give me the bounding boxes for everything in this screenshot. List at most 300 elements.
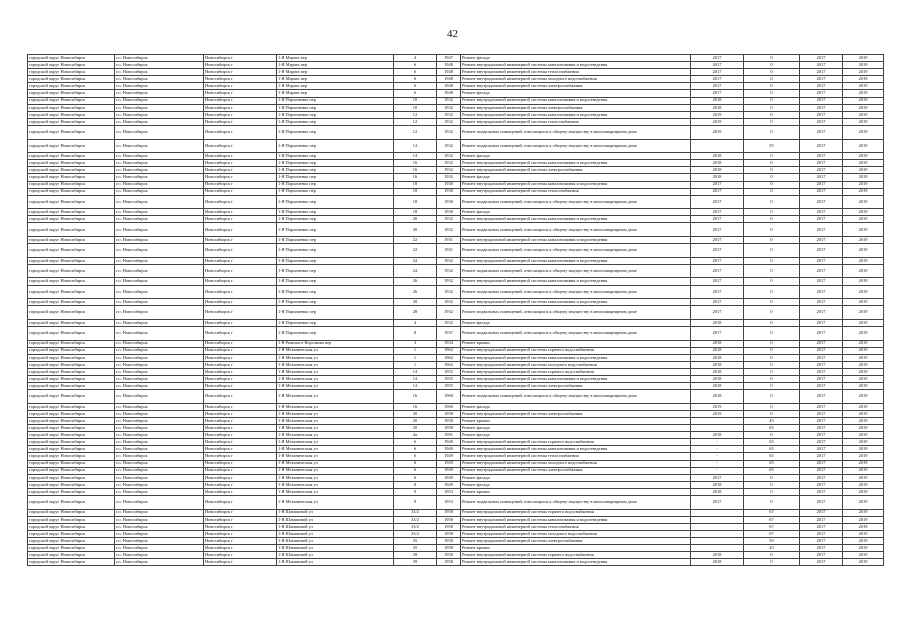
period-end-cell: 2019 <box>843 559 884 566</box>
period-start-cell: 2017 <box>800 326 843 340</box>
municipality-cell: г.о. Новосибирск <box>115 474 204 481</box>
district-cell: городской округ Новосибирск <box>28 125 115 139</box>
period-start-cell: 2017 <box>800 425 843 432</box>
district-cell: городской округ Новосибирск <box>28 257 115 264</box>
municipality-cell: г.о. Новосибирск <box>115 516 204 523</box>
period-start-cell: 2017 <box>800 153 843 160</box>
period-end-cell: 2019 <box>843 76 884 83</box>
period-end-cell: 2019 <box>843 257 884 264</box>
table-row <box>28 460 884 467</box>
house-cell: 14 <box>394 153 437 160</box>
work-type-cell: Ремонт фасада <box>461 319 691 326</box>
table-row <box>28 368 884 375</box>
plan-year-cell: 2017 <box>691 181 744 188</box>
district-cell: городской округ Новосибирск <box>28 264 115 278</box>
table-row <box>28 285 884 299</box>
period-end-cell: 2019 <box>843 160 884 167</box>
table-row <box>28 299 884 306</box>
period-end-cell: 2019 <box>843 495 884 509</box>
work-type-cell: Ремонт подвальных помещений, относящихся к общему имуществу в многоквартирном доме <box>461 306 691 320</box>
house-cell: 24 <box>394 257 437 264</box>
house-cell: 20 <box>394 425 437 432</box>
district-cell: городской округ Новосибирск <box>28 347 115 354</box>
period-start-cell: 2017 <box>800 432 843 439</box>
district-cell: городской округ Новосибирск <box>28 375 115 382</box>
value-cell: 0 <box>744 223 800 237</box>
plan-year-cell: 2018 <box>691 361 744 368</box>
municipality-cell: г.о. Новосибирск <box>115 167 204 174</box>
plan-year-cell: - <box>691 460 744 467</box>
period-start-cell: 2017 <box>800 244 843 258</box>
municipality-cell: г.о. Новосибирск <box>115 467 204 474</box>
work-type-cell: Ремонт внутридомовой инженерной системы горячего водоснабжения <box>461 368 691 375</box>
street-cell: 1-Я Механическая ул <box>277 474 394 481</box>
city-cell: Новосибирск г <box>204 453 277 460</box>
value-cell: 67 <box>744 509 800 516</box>
district-cell: городской округ Новосибирск <box>28 285 115 299</box>
value-cell: 0 <box>744 432 800 439</box>
period-end-cell: 2019 <box>843 223 884 237</box>
value-cell: 0 <box>744 390 800 404</box>
city-cell: Новосибирск г <box>204 237 277 244</box>
period-start-cell: 2017 <box>800 104 843 111</box>
city-cell: Новосибирск г <box>204 509 277 516</box>
district-cell: городской округ Новосибирск <box>28 326 115 340</box>
value-cell: 0 <box>744 83 800 90</box>
city-cell: Новосибирск г <box>204 467 277 474</box>
house-cell: 9 <box>394 495 437 509</box>
municipality-cell: г.о. Новосибирск <box>115 153 204 160</box>
period-start-cell: 2017 <box>800 118 843 125</box>
work-type-cell: Ремонт внутридомовой инженерной системы теплоснабжения <box>461 188 691 195</box>
year-built-cell: 1958 <box>437 552 461 559</box>
period-start-cell: 2017 <box>800 481 843 488</box>
period-start-cell: 2017 <box>800 495 843 509</box>
period-start-cell: 2017 <box>800 97 843 104</box>
plan-year-cell: 2017 <box>691 244 744 258</box>
plan-year-cell: 2018 <box>691 340 744 347</box>
house-cell: 6 <box>394 69 437 76</box>
period-start-cell: 2017 <box>800 237 843 244</box>
house-cell: 39 <box>394 552 437 559</box>
street-cell: 1-Я Шамшиной ул <box>277 552 394 559</box>
work-type-cell: Ремонт фасада <box>461 90 691 97</box>
value-cell: 45 <box>744 545 800 552</box>
period-start-cell: 2017 <box>800 160 843 167</box>
street-cell: 1-Я Пархоменко пер <box>277 319 394 326</box>
plan-year-cell: 2017 <box>691 188 744 195</box>
street-cell: 1-Я Пархоменко пер <box>277 237 394 244</box>
house-cell: 20 <box>394 417 437 424</box>
table-row <box>28 69 884 76</box>
value-cell: 0 <box>744 237 800 244</box>
plan-year-cell: 2017 <box>691 76 744 83</box>
table-row <box>28 306 884 320</box>
period-end-cell: 2019 <box>843 552 884 559</box>
plan-year-cell: 2017 <box>691 216 744 223</box>
municipality-cell: г.о. Новосибирск <box>115 552 204 559</box>
municipality-cell: г.о. Новосибирск <box>115 368 204 375</box>
city-cell: Новосибирск г <box>204 299 277 306</box>
city-cell: Новосибирск г <box>204 326 277 340</box>
value-cell: 0 <box>744 340 800 347</box>
work-type-cell: Ремонт внутридомовой инженерной системы канализования и водоотведения <box>461 446 691 453</box>
period-start-cell: 2017 <box>800 530 843 537</box>
period-end-cell: 2019 <box>843 453 884 460</box>
period-end-cell: 2019 <box>843 439 884 446</box>
table-row <box>28 481 884 488</box>
year-built-cell: 1958 <box>437 516 461 523</box>
plan-year-cell: 2018 <box>691 552 744 559</box>
city-cell: Новосибирск г <box>204 340 277 347</box>
table-row <box>28 403 884 410</box>
year-built-cell: 1932 <box>437 153 461 160</box>
period-end-cell: 2019 <box>843 195 884 209</box>
plan-year-cell: 2017 <box>691 495 744 509</box>
work-type-cell: Ремонт фасада <box>461 481 691 488</box>
district-cell: городской округ Новосибирск <box>28 361 115 368</box>
house-cell: 20 <box>394 410 437 417</box>
plan-year-cell: 2017 <box>691 83 744 90</box>
city-cell: Новосибирск г <box>204 104 277 111</box>
value-cell: 67 <box>744 523 800 530</box>
house-cell: 6 <box>394 62 437 69</box>
value-cell: 0 <box>744 153 800 160</box>
value-cell: 0 <box>744 111 800 118</box>
district-cell: городской округ Новосибирск <box>28 488 115 495</box>
district-cell: городской округ Новосибирск <box>28 76 115 83</box>
house-cell: 20 <box>394 223 437 237</box>
district-cell: городской округ Новосибирск <box>28 244 115 258</box>
street-cell: 1-Я Пархоменко пер <box>277 139 394 153</box>
house-cell: 26 <box>394 285 437 299</box>
work-type-cell: Ремонт подвальных помещений, относящихся к общему имуществу в многоквартирном доме <box>461 326 691 340</box>
period-end-cell: 2019 <box>843 299 884 306</box>
year-built-cell: 1932 <box>437 118 461 125</box>
table-row <box>28 467 884 474</box>
period-start-cell: 2017 <box>800 417 843 424</box>
street-cell: 1-Я Механическая ул <box>277 432 394 439</box>
table-row <box>28 83 884 90</box>
municipality-cell: г.о. Новосибирск <box>115 278 204 285</box>
table-row <box>28 319 884 326</box>
house-cell: 14 <box>394 368 437 375</box>
year-built-cell: 1958 <box>437 523 461 530</box>
city-cell: Новосибирск г <box>204 278 277 285</box>
year-built-cell: 1932 <box>437 223 461 237</box>
city-cell: Новосибирск г <box>204 425 277 432</box>
period-end-cell: 2019 <box>843 62 884 69</box>
period-start-cell: 2017 <box>800 559 843 566</box>
municipality-cell: г.о. Новосибирск <box>115 453 204 460</box>
street-cell: 1-Я Пархоменко пер <box>277 181 394 188</box>
period-start-cell: 2017 <box>800 90 843 97</box>
city-cell: Новосибирск г <box>204 383 277 390</box>
municipality-cell: г.о. Новосибирск <box>115 403 204 410</box>
period-end-cell: 2019 <box>843 139 884 153</box>
value-cell: 0 <box>744 368 800 375</box>
house-cell: 6 <box>394 439 437 446</box>
plan-year-cell: 2018 <box>691 383 744 390</box>
period-start-cell: 2017 <box>800 264 843 278</box>
plan-year-cell: 2017 <box>691 278 744 285</box>
house-cell: 10 <box>394 97 437 104</box>
municipality-cell: г.о. Новосибирск <box>115 326 204 340</box>
year-built-cell: 1949 <box>437 453 461 460</box>
house-cell: 1 <box>394 361 437 368</box>
municipality-cell: г.о. Новосибирск <box>115 559 204 566</box>
street-cell: 1-Я Пархоменко пер <box>277 264 394 278</box>
plan-year-cell: 2018 <box>691 390 744 404</box>
value-cell: 67 <box>744 530 800 537</box>
period-end-cell: 2019 <box>843 90 884 97</box>
year-built-cell: 1948 <box>437 83 461 90</box>
street-cell: 1-Я Пархоменко пер <box>277 195 394 209</box>
plan-year-cell <box>691 537 744 544</box>
city-cell: Новосибирск г <box>204 523 277 530</box>
table-row <box>28 340 884 347</box>
value-cell: 0 <box>744 495 800 509</box>
period-start-cell: 2017 <box>800 340 843 347</box>
street-cell: 1-Я Пархоменко пер <box>277 188 394 195</box>
work-type-cell: Ремонт внутридомовой инженерной системы канализования и водоотведения <box>461 354 691 361</box>
work-type-cell: Ремонт крыши <box>461 417 691 424</box>
district-cell: городской округ Новосибирск <box>28 446 115 453</box>
table-row <box>28 216 884 223</box>
street-cell: 1-Я Пархоменко пер <box>277 160 394 167</box>
house-cell: 18 <box>394 195 437 209</box>
year-built-cell: 1960 <box>437 390 461 404</box>
municipality-cell: г.о. Новосибирск <box>115 319 204 326</box>
municipality-cell: г.о. Новосибирск <box>115 509 204 516</box>
period-end-cell: 2019 <box>843 174 884 181</box>
city-cell: Новосибирск г <box>204 97 277 104</box>
work-type-cell: Ремонт подвальных помещений, относящихся к общему имуществу в многоквартирном доме <box>461 390 691 404</box>
work-type-cell: Ремонт подвальных помещений, относящихся к общему имуществу в многоквартирном доме <box>461 125 691 139</box>
district-cell: городской округ Новосибирск <box>28 118 115 125</box>
street-cell: 1-Я Пархоменко пер <box>277 104 394 111</box>
street-cell: 1-Я Марата пер <box>277 90 394 97</box>
period-start-cell: 2017 <box>800 410 843 417</box>
year-built-cell: 1958 <box>437 559 461 566</box>
value-cell: 0 <box>744 118 800 125</box>
year-built-cell: 1932 <box>437 97 461 104</box>
work-type-cell: Ремонт внутридомовой инженерной системы электроснабжения <box>461 383 691 390</box>
period-start-cell: 2017 <box>800 257 843 264</box>
period-end-cell: 2019 <box>843 383 884 390</box>
house-cell: 4 <box>394 55 437 62</box>
plan-year-cell: 2017 <box>691 326 744 340</box>
work-type-cell: Ремонт фасада <box>461 474 691 481</box>
value-cell: 0 <box>744 474 800 481</box>
house-cell: 6 <box>394 467 437 474</box>
work-type-cell: Ремонт внутридомовой инженерной системы канализования и водоотведения <box>461 375 691 382</box>
street-cell: 1-Я Пархоменко пер <box>277 244 394 258</box>
municipality-cell: г.о. Новосибирск <box>115 264 204 278</box>
work-type-cell: Ремонт внутридомовой инженерной системы горячего водоснабжения <box>461 552 691 559</box>
work-type-cell: Ремонт внутридомовой инженерной системы канализования и водоотведения <box>461 516 691 523</box>
municipality-cell: г.о. Новосибирск <box>115 383 204 390</box>
value-cell: 0 <box>744 488 800 495</box>
value-cell: 0 <box>744 299 800 306</box>
table-row <box>28 118 884 125</box>
work-type-cell: Ремонт внутридомовой инженерной системы горячего водоснабжения <box>461 509 691 516</box>
municipality-cell: г.о. Новосибирск <box>115 188 204 195</box>
city-cell: Новосибирск г <box>204 195 277 209</box>
city-cell: Новосибирск г <box>204 125 277 139</box>
work-type-cell: Ремонт внутридомовой инженерной системы канализования и водоотведения <box>461 559 691 566</box>
year-built-cell: 1932 <box>437 160 461 167</box>
house-cell: 6 <box>394 474 437 481</box>
period-start-cell: 2017 <box>800 278 843 285</box>
period-end-cell: 2019 <box>843 432 884 439</box>
house-cell: 12 <box>394 125 437 139</box>
period-start-cell: 2017 <box>800 537 843 544</box>
city-cell: Новосибирск г <box>204 559 277 566</box>
house-cell: 18 <box>394 188 437 195</box>
house-cell: 6 <box>394 446 437 453</box>
district-cell: городской округ Новосибирск <box>28 216 115 223</box>
municipality-cell: г.о. Новосибирск <box>115 104 204 111</box>
street-cell: 1-Я Пархоменко пер <box>277 209 394 216</box>
period-start-cell: 2017 <box>800 188 843 195</box>
city-cell: Новосибирск г <box>204 188 277 195</box>
city-cell: Новосибирск г <box>204 460 277 467</box>
period-start-cell: 2017 <box>800 403 843 410</box>
table-row <box>28 509 884 516</box>
plan-year-cell: 2018 <box>691 559 744 566</box>
work-type-cell: Ремонт внутридомовой инженерной системы канализования и водоотведения <box>461 181 691 188</box>
plan-year-cell: 2017 <box>691 69 744 76</box>
district-cell: городской округ Новосибирск <box>28 354 115 361</box>
street-cell: 1-Я Шамшиной ул <box>277 516 394 523</box>
value-cell: 0 <box>744 125 800 139</box>
house-cell: 33/2 <box>394 516 437 523</box>
work-type-cell: Ремонт фасада <box>461 425 691 432</box>
period-start-cell: 2017 <box>800 383 843 390</box>
district-cell: городской округ Новосибирск <box>28 559 115 566</box>
plan-year-cell <box>691 545 744 552</box>
year-built-cell: 1930 <box>437 181 461 188</box>
year-built-cell: 1948 <box>437 69 461 76</box>
period-start-cell: 2017 <box>800 368 843 375</box>
street-cell: 1-Я Механическая ул <box>277 453 394 460</box>
street-cell: 1-Я Механическая ул <box>277 354 394 361</box>
district-cell: городской округ Новосибирск <box>28 97 115 104</box>
table-row <box>28 537 884 544</box>
period-start-cell: 2017 <box>800 488 843 495</box>
work-type-cell: Ремонт фасада <box>461 174 691 181</box>
city-cell: Новосибирск г <box>204 216 277 223</box>
street-cell: 1-Я Пархоменко пер <box>277 257 394 264</box>
street-cell: 1-Я Механическая ул <box>277 410 394 417</box>
year-built-cell: 1930 <box>437 188 461 195</box>
year-built-cell: 1962 <box>437 354 461 361</box>
house-cell: 33/2 <box>394 523 437 530</box>
period-end-cell: 2019 <box>843 467 884 474</box>
table-row <box>28 390 884 404</box>
table-row <box>28 375 884 382</box>
municipality-cell: г.о. Новосибирск <box>115 299 204 306</box>
period-end-cell: 2019 <box>843 188 884 195</box>
period-end-cell: 2019 <box>843 523 884 530</box>
municipality-cell: г.о. Новосибирск <box>115 545 204 552</box>
municipality-cell: г.о. Новосибирск <box>115 354 204 361</box>
house-cell: 8 <box>394 326 437 340</box>
period-end-cell: 2019 <box>843 306 884 320</box>
table-row <box>28 523 884 530</box>
district-cell: городской округ Новосибирск <box>28 523 115 530</box>
period-end-cell: 2019 <box>843 460 884 467</box>
street-cell: 1-Я Пархоменко пер <box>277 125 394 139</box>
period-start-cell: 2017 <box>800 125 843 139</box>
city-cell: Новосибирск г <box>204 390 277 404</box>
city-cell: Новосибирск г <box>204 139 277 153</box>
municipality-cell: г.о. Новосибирск <box>115 530 204 537</box>
period-end-cell: 2019 <box>843 216 884 223</box>
district-cell: городской округ Новосибирск <box>28 69 115 76</box>
municipality-cell: г.о. Новосибирск <box>115 55 204 62</box>
year-built-cell: 1932 <box>437 111 461 118</box>
municipality-cell: г.о. Новосибирск <box>115 181 204 188</box>
district-cell: городской округ Новосибирск <box>28 340 115 347</box>
city-cell: Новосибирск г <box>204 446 277 453</box>
street-cell: 1-Я Пархоменко пер <box>277 278 394 285</box>
work-type-cell: Ремонт внутридомовой инженерной системы теплоснабжения <box>461 118 691 125</box>
city-cell: Новосибирск г <box>204 160 277 167</box>
period-start-cell: 2017 <box>800 62 843 69</box>
district-cell: городской округ Новосибирск <box>28 417 115 424</box>
plan-year-cell: 2018 <box>691 375 744 382</box>
city-cell: Новосибирск г <box>204 90 277 97</box>
street-cell: 1-Я Марата пер <box>277 76 394 83</box>
street-cell: 1-Я Пархоменко пер <box>277 223 394 237</box>
period-start-cell: 2017 <box>800 306 843 320</box>
municipality-cell: г.о. Новосибирск <box>115 375 204 382</box>
street-cell: 1-Я Механическая ул <box>277 347 394 354</box>
period-end-cell: 2019 <box>843 488 884 495</box>
year-built-cell: 1958 <box>437 537 461 544</box>
year-built-cell: 1962 <box>437 361 461 368</box>
period-start-cell: 2017 <box>800 523 843 530</box>
work-type-cell: Ремонт внутридомовой инженерной системы электроснабжения <box>461 167 691 174</box>
house-cell: 14 <box>394 383 437 390</box>
value-cell: 0 <box>744 326 800 340</box>
period-start-cell: 2017 <box>800 319 843 326</box>
house-cell: 6 <box>394 83 437 90</box>
municipality-cell: г.о. Новосибирск <box>115 432 204 439</box>
district-cell: городской округ Новосибирск <box>28 390 115 404</box>
value-cell: 65 <box>744 439 800 446</box>
work-type-cell: Ремонт фасада <box>461 209 691 216</box>
plan-year-cell: 2019 <box>691 403 744 410</box>
table-row <box>28 223 884 237</box>
period-end-cell: 2019 <box>843 209 884 216</box>
municipality-cell: г.о. Новосибирск <box>115 537 204 544</box>
work-type-cell: Ремонт внутридомовой инженерной системы электроснабжения <box>461 467 691 474</box>
district-cell: городской округ Новосибирск <box>28 383 115 390</box>
street-cell: 1-Я Шамшиной ул <box>277 559 394 566</box>
work-type-cell: Ремонт внутридомовой инженерной системы электроснабжения <box>461 104 691 111</box>
municipality-cell: г.о. Новосибирск <box>115 160 204 167</box>
street-cell: 1-Я Пархоменко пер <box>277 153 394 160</box>
table-row <box>28 257 884 264</box>
street-cell: 1-Я Механическая ул <box>277 361 394 368</box>
period-start-cell: 2017 <box>800 285 843 299</box>
period-end-cell: 2019 <box>843 153 884 160</box>
district-cell: городской округ Новосибирск <box>28 453 115 460</box>
period-end-cell: 2019 <box>843 509 884 516</box>
